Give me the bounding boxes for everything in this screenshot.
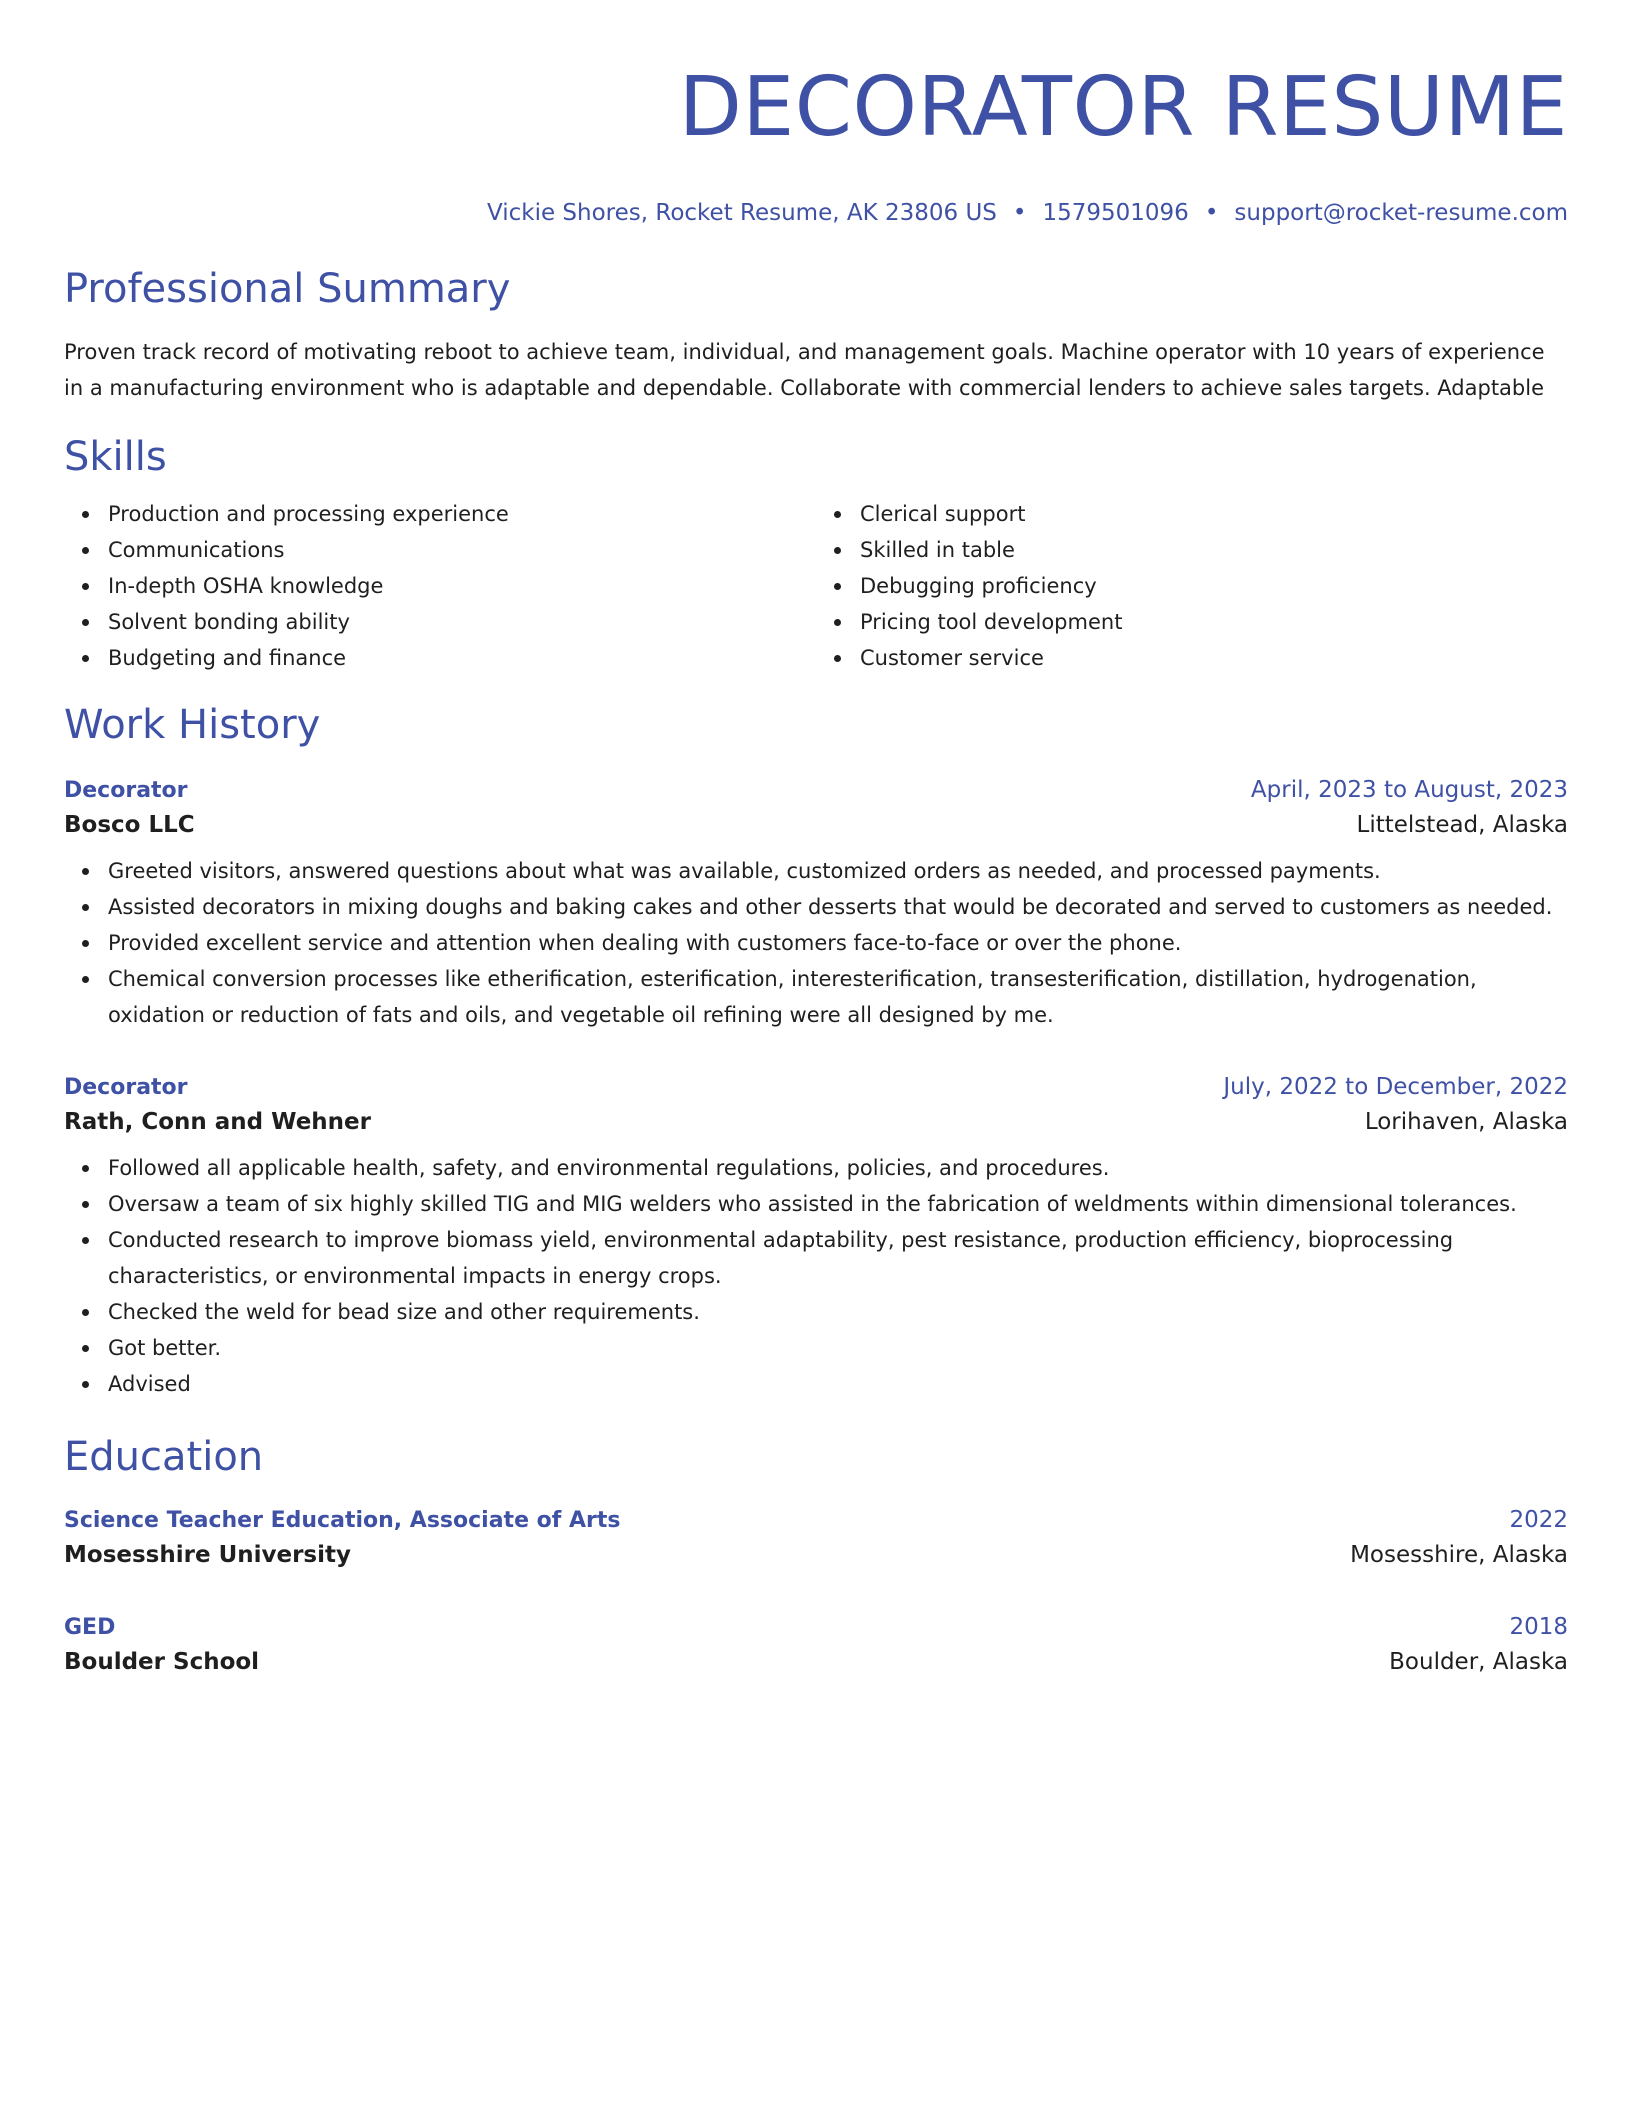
job-bullet: Got better.: [108, 1330, 1568, 1366]
education-degree: Science Teacher Education, Associate of Arts: [64, 1508, 621, 1533]
summary-heading: Professional Summary: [64, 266, 511, 312]
job-bullet: Checked the weld for bead size and other requirements.: [108, 1294, 1568, 1330]
contact-separator: •: [1012, 200, 1027, 226]
skill-item: Production and processing experience: [108, 496, 816, 532]
skill-item: In-depth OSHA knowledge: [108, 568, 816, 604]
education-heading: Education: [64, 1434, 264, 1480]
skill-item: Customer service: [860, 640, 1568, 676]
summary-text: Proven track record of motivating reboot to achieve team, individual, and management goals. Machine operator with 10 years of experience in a manufacturing environment who is adaptable and dependable. Collaborate with commercial lenders to achieve sales targets. Adaptable: [64, 340, 1545, 400]
work-history-heading: Work History: [64, 702, 321, 748]
contact-email[interactable]: support@rocket-resume.com: [1234, 200, 1568, 226]
job-entry: [64, 1071, 1568, 1402]
job-entry: [64, 774, 1568, 1033]
education-header-row: [64, 1611, 1568, 1644]
job-bullets: [64, 1150, 1568, 1402]
contact-line: [64, 198, 1568, 228]
job-bullet: Provided excellent service and attention when dealing with customers face-to-face or over the phone.: [108, 925, 1568, 961]
education-header-row: [64, 1504, 1568, 1537]
job-org-row: [64, 1104, 1568, 1140]
job-bullet: Advised: [108, 1366, 1568, 1402]
education-year: 2022: [1509, 1507, 1568, 1533]
skills-grid: [64, 496, 1568, 676]
contact-phone: 1579501096: [1042, 200, 1189, 226]
job-company: Bosco LLC: [64, 812, 195, 838]
education-school-row: [64, 1537, 1568, 1573]
job-header-row: [64, 1071, 1568, 1104]
job-bullets: [64, 853, 1568, 1033]
job-bullet: Conducted research to improve biomass yield, environmental adaptability, pest resistance, production efficiency, bioprocessing characteristics, or environmental impacts in energy crops.: [108, 1222, 1568, 1294]
skill-item: Budgeting and finance: [108, 640, 816, 676]
job-bullet: Assisted decorators in mixing doughs and baking cakes and other desserts that would be decorated and served to customers as needed.: [108, 889, 1568, 925]
job-dates: July, 2022 to December, 2022: [1223, 1074, 1568, 1100]
job-role: Decorator: [64, 778, 188, 803]
skill-item: Pricing tool development: [860, 604, 1568, 640]
skill-item: Clerical support: [860, 496, 1568, 532]
job-bullet: Oversaw a team of six highly skilled TIG and MIG welders who assisted in the fabrication of weldments within dimensional tolerances.: [108, 1186, 1568, 1222]
job-location: Lorihaven, Alaska: [1364, 1109, 1568, 1135]
education-year: 2018: [1509, 1614, 1568, 1640]
education-location: Boulder, Alaska: [1389, 1649, 1568, 1675]
skill-item: Communications: [108, 532, 816, 568]
contact-separator: •: [1204, 200, 1219, 226]
job-header-row: [64, 774, 1568, 807]
skill-item: Skilled in table: [860, 532, 1568, 568]
skills-column-right: [816, 496, 1568, 676]
education-entry: [64, 1611, 1568, 1680]
education-degree: GED: [64, 1615, 116, 1640]
job-org-row: [64, 807, 1568, 843]
education-location: Mosesshire, Alaska: [1350, 1542, 1568, 1568]
job-role: Decorator: [64, 1075, 188, 1100]
skill-item: Solvent bonding ability: [108, 604, 816, 640]
job-location: Littelstead, Alaska: [1356, 812, 1568, 838]
job-company: Rath, Conn and Wehner: [64, 1109, 371, 1135]
skill-item: Debugging proficiency: [860, 568, 1568, 604]
resume-title: DECORATOR RESUME: [678, 60, 1568, 155]
education-school-row: [64, 1644, 1568, 1680]
education-school: Mosesshire University: [64, 1542, 351, 1568]
education-entry: [64, 1504, 1568, 1573]
job-bullet: Greeted visitors, answered questions about what was available, customized orders as needed, and processed payments.: [108, 853, 1568, 889]
job-dates: April, 2023 to August, 2023: [1250, 777, 1568, 803]
skills-column-left: [64, 496, 816, 676]
contact-address: Vickie Shores, Rocket Resume, AK 23806 US: [486, 200, 997, 226]
education-school: Boulder School: [64, 1649, 260, 1675]
job-bullet: Followed all applicable health, safety, and environmental regulations, policies, and procedures.: [108, 1150, 1568, 1186]
job-bullet: Chemical conversion processes like etherification, esterification, interesterification, transesterification, distillation, hydrogenation, oxidation or reduction of fats and oils, and vegetable oil refining were all designed by me.: [108, 961, 1568, 1033]
skills-heading: Skills: [64, 434, 167, 480]
